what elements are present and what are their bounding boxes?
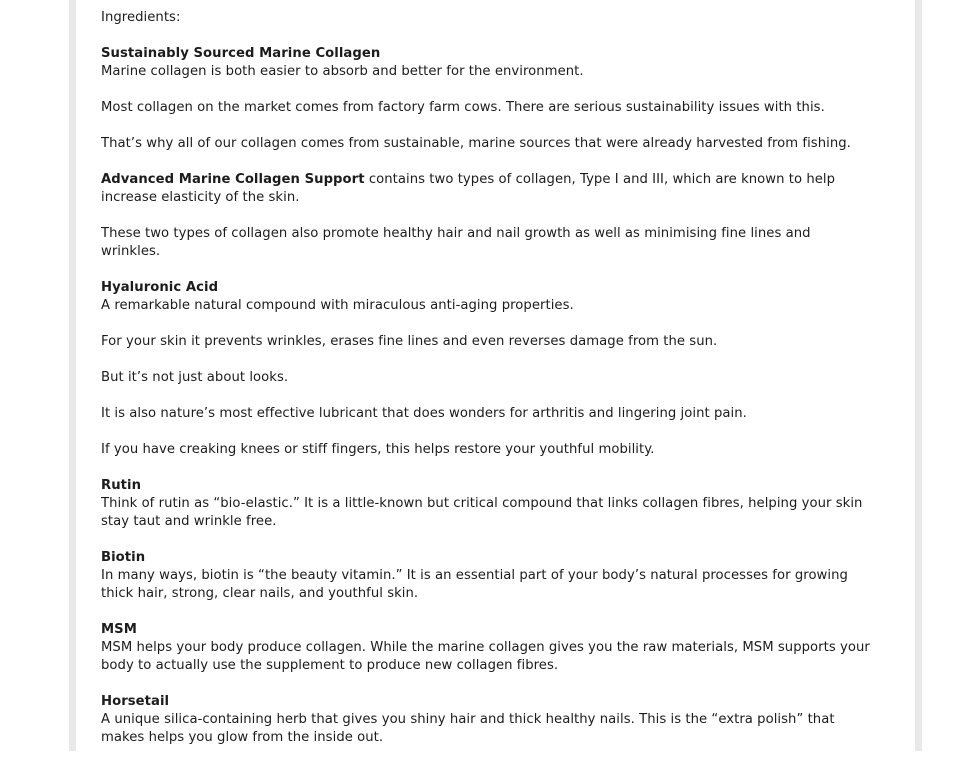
hyaluronic-intro: A remarkable natural compound with miraculous anti-aging properties.	[101, 298, 574, 313]
biotin-heading: Biotin	[101, 550, 146, 565]
product-description: contains two types of collagen, Type I and III, which are known to help increase elasticity of the skin.	[101, 172, 836, 205]
hyaluronic-paragraph: For your skin it prevents wrinkles, erases fine lines and even reverses damage from the sun.	[101, 334, 718, 349]
collagen-intro: Marine collagen is both easier to absorb and better for the environment.	[101, 64, 584, 79]
msm-heading: MSM	[101, 622, 137, 637]
hyaluronic-paragraph: But it’s not just about looks.	[101, 370, 289, 385]
ingredients-label: Ingredients:	[101, 10, 181, 25]
section-msm	[101, 621, 871, 675]
horsetail-heading: Horsetail	[101, 694, 170, 709]
collagen-heading: Sustainably Sourced Marine Collagen	[101, 46, 381, 61]
horsetail-text: A unique silica-containing herb that gives you shiny hair and thick healthy nails. This is the “extra polish” that makes helps you glow from the inside out.	[101, 712, 835, 745]
msm-text: MSM helps your body produce collagen. While the marine collagen gives you the raw materials, MSM supports your body to actually use the supplement to produce new collagen fibres.	[101, 640, 870, 673]
rutin-heading: Rutin	[101, 478, 142, 493]
section-biotin	[101, 549, 871, 603]
section-collagen	[101, 45, 871, 81]
collagen-paragraph: That’s why all of our collagen comes from sustainable, marine sources that were already harvested from fishing.	[101, 136, 851, 151]
hyaluronic-paragraph: It is also nature’s most effective lubricant that does wonders for arthritis and lingering joint pain.	[101, 406, 747, 421]
section-horsetail	[101, 693, 871, 747]
collagen-paragraph: Most collagen on the market comes from factory farm cows. There are serious sustainability issues with this.	[101, 100, 825, 115]
collagen-paragraph: These two types of collagen also promote healthy hair and nail growth as well as minimising fine lines and wrinkles.	[101, 226, 811, 259]
hyaluronic-heading: Hyaluronic Acid	[101, 280, 219, 295]
hyaluronic-paragraph: If you have creaking knees or stiff fingers, this helps restore your youthful mobility.	[101, 442, 655, 457]
product-name: Advanced Marine Collagen Support	[101, 172, 365, 187]
ingredients-content	[101, 9, 871, 765]
section-rutin	[101, 477, 871, 531]
collagen-product-paragraph	[101, 171, 871, 207]
section-hyaluronic	[101, 279, 871, 315]
rutin-text: Think of rutin as “bio-elastic.” It is a little-known but critical compound that links collagen fibres, helping your skin stay taut and wrinkle free.	[101, 496, 863, 529]
biotin-text: In many ways, biotin is “the beauty vitamin.” It is an essential part of your body’s natural processes for growing thick hair, strong, clear nails, and youthful skin.	[101, 568, 848, 601]
